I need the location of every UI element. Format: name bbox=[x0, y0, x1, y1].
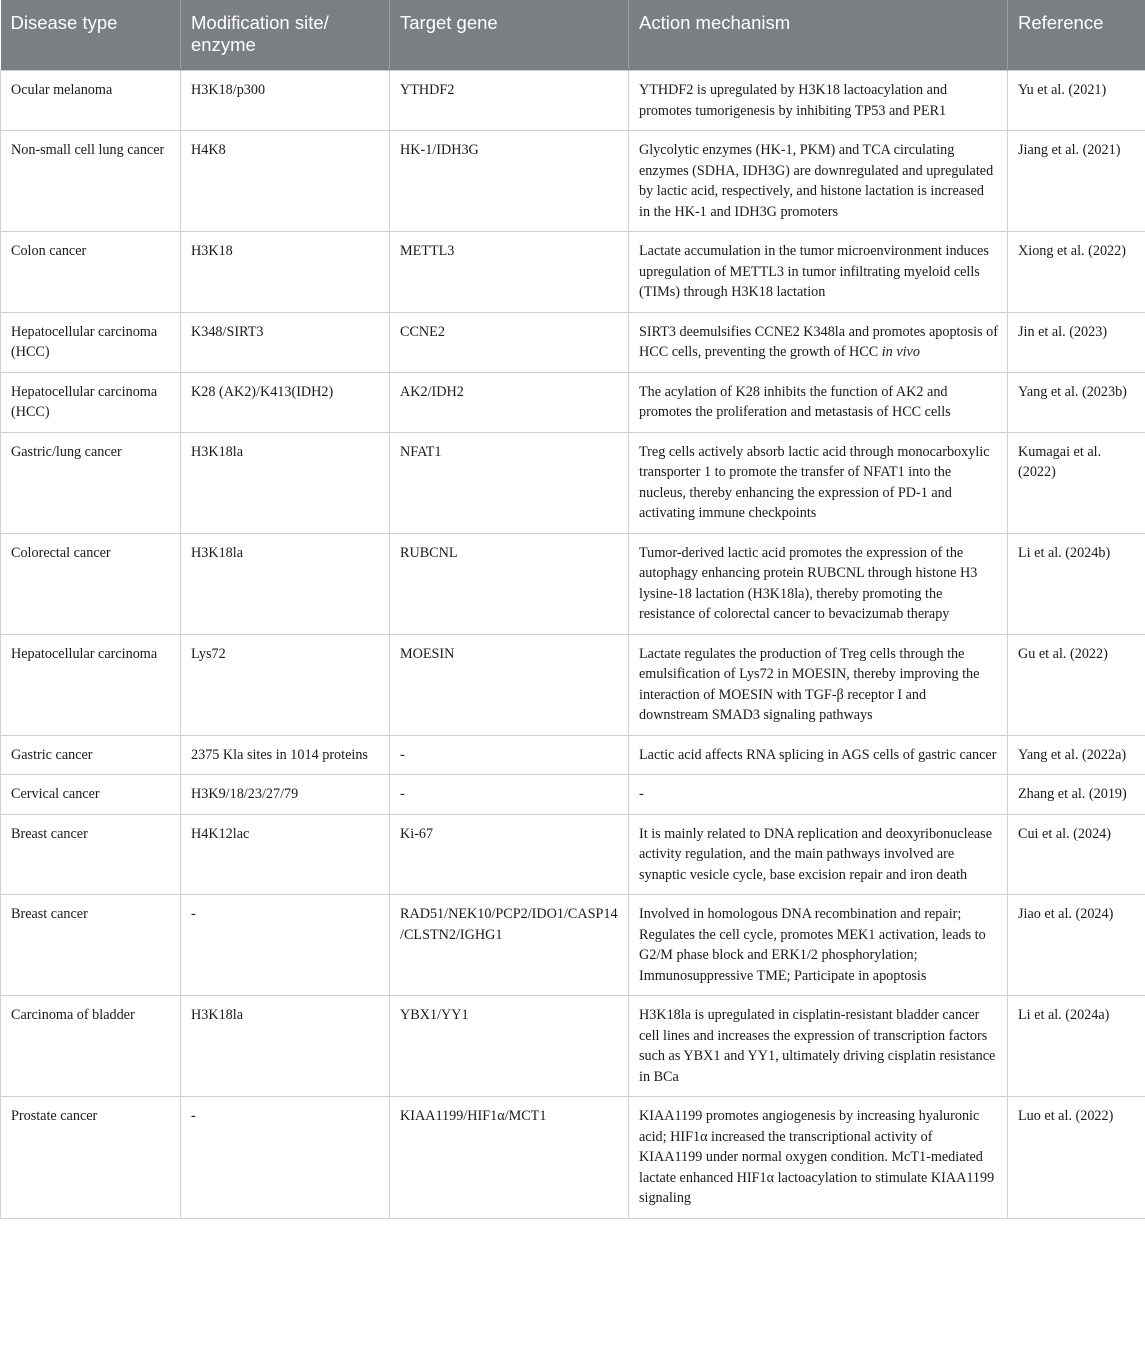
reference-cell bbox=[1008, 1097, 1145, 1219]
cell-text: Lactate regulates the production of Treg cells through the emulsification of Lys72 in MOESIN, thereby improving the interaction of MOESIN with TGF-β receptor I and downstream SMAD3 signaling pathways bbox=[639, 645, 980, 723]
cell-text: Lys72 bbox=[191, 645, 226, 662]
table-row bbox=[1, 131, 1145, 232]
table-header bbox=[1, 0, 1145, 71]
cell-text: YTHDF2 is upregulated by H3K18 lactoacylation and promotes tumorigenesis by inhibiting TP53 and PER1 bbox=[639, 82, 948, 119]
cell-text: Carcinoma of bladder bbox=[11, 1007, 135, 1023]
cell-text: K28 (AK2)/K413(IDH2) bbox=[191, 383, 334, 400]
table-row bbox=[1, 775, 1145, 815]
reference-cell bbox=[1008, 131, 1145, 232]
cell-text: Xiong et al. (2022) bbox=[1018, 243, 1126, 259]
cell-text: Li et al. (2024a) bbox=[1018, 1007, 1110, 1023]
cell-text: H4K12lac bbox=[191, 825, 250, 842]
target-gene-cell bbox=[390, 996, 629, 1097]
cell-text: Hepatocellular carcinoma bbox=[11, 645, 158, 662]
table-row bbox=[1, 634, 1145, 735]
table-row bbox=[1, 735, 1145, 775]
cell-text: H3K9/18/23/27/79 bbox=[191, 786, 299, 802]
cell-text: H3K18 bbox=[191, 243, 233, 259]
cell-text: Jiang et al. (2021) bbox=[1018, 142, 1121, 158]
disease-type-cell bbox=[1, 634, 181, 735]
cell-text: - bbox=[400, 786, 405, 802]
cell-text: Colorectal cancer bbox=[11, 544, 111, 561]
table-row bbox=[1, 814, 1145, 895]
cell-text: KIAA1199/HIF1α/MCT1 bbox=[400, 1108, 547, 1124]
target-gene-cell bbox=[390, 432, 629, 533]
cell-text: Gastric/lung cancer bbox=[11, 443, 122, 460]
cell-text: Li et al. (2024b) bbox=[1018, 544, 1111, 561]
cell-text: Kumagai et al. (2022) bbox=[1018, 443, 1102, 480]
reference-cell bbox=[1008, 533, 1145, 634]
action-mechanism-cell bbox=[629, 775, 1008, 815]
cell-text: 2375 Kla sites in 1014 proteins bbox=[191, 746, 368, 763]
cell-text: It is mainly related to DNA replication and deoxyribonuclease activity regulation, and the main pathways involved are synaptic vesicle cycle, base excision repair and iron death bbox=[639, 825, 993, 883]
cell-text: Lactate accumulation in the tumor microenvironment induces upregulation of METTL3 in tumor infiltrating myeloid cells (TIMs) through H3K18 lactation bbox=[639, 243, 989, 300]
modification-site-cell bbox=[181, 432, 390, 533]
disease-type-cell bbox=[1, 1097, 181, 1219]
table-row bbox=[1, 432, 1145, 533]
italic-term: in vivo bbox=[881, 344, 920, 360]
table-row bbox=[1, 895, 1145, 996]
action-mechanism-cell bbox=[629, 814, 1008, 895]
disease-type-cell bbox=[1, 996, 181, 1097]
cell-text: Zhang et al. (2019) bbox=[1018, 786, 1127, 802]
target-gene-cell bbox=[390, 735, 629, 775]
header-disease-type: Disease type bbox=[1, 0, 181, 71]
target-gene-cell bbox=[390, 372, 629, 432]
header-row bbox=[1, 0, 1145, 71]
disease-type-cell bbox=[1, 232, 181, 313]
target-gene-cell bbox=[390, 131, 629, 232]
cell-text: Colon cancer bbox=[11, 243, 87, 259]
action-mechanism-cell bbox=[629, 312, 1008, 372]
reference-cell bbox=[1008, 775, 1145, 815]
cell-text: CCNE2 bbox=[400, 323, 445, 340]
modification-site-cell bbox=[181, 775, 390, 815]
cell-text: Ki-67 bbox=[400, 825, 434, 842]
action-mechanism-cell bbox=[629, 71, 1008, 131]
cell-text: HK-1/IDH3G bbox=[400, 142, 479, 158]
cell-text: METTL3 bbox=[400, 243, 455, 259]
target-gene-cell bbox=[390, 1097, 629, 1219]
cell-text: H3K18la bbox=[191, 1007, 244, 1023]
modification-site-cell bbox=[181, 131, 390, 232]
modification-site-cell bbox=[181, 312, 390, 372]
table-row bbox=[1, 372, 1145, 432]
modification-site-cell bbox=[181, 634, 390, 735]
cell-text: K348/SIRT3 bbox=[191, 323, 264, 340]
reference-cell bbox=[1008, 814, 1145, 895]
reference-cell bbox=[1008, 232, 1145, 313]
disease-type-cell bbox=[1, 735, 181, 775]
cell-text: RAD51/NEK10/PCP2/IDO1/CASP14/CLSTN2/IGHG1 bbox=[400, 906, 618, 943]
modification-site-cell bbox=[181, 895, 390, 996]
modification-site-cell bbox=[181, 533, 390, 634]
table-row bbox=[1, 312, 1145, 372]
cell-text: Jiao et al. (2024) bbox=[1018, 906, 1114, 922]
cell-text: Tumor-derived lactic acid promotes the expression of the autophagy enhancing protein RUBCNL through histone H3 lysine-18 lactation (H3K18la), thereby promoting the resistance of colorectal cancer to bevacizumab therapy bbox=[639, 544, 978, 622]
cell-text: Gastric cancer bbox=[11, 746, 93, 763]
modification-site-cell bbox=[181, 232, 390, 313]
cell-text: Yu et al. (2021) bbox=[1018, 82, 1107, 98]
reference-cell bbox=[1008, 71, 1145, 131]
cell-text: Prostate cancer bbox=[11, 1108, 98, 1124]
disease-type-cell bbox=[1, 372, 181, 432]
target-gene-cell bbox=[390, 312, 629, 372]
cell-text: Cui et al. (2024) bbox=[1018, 825, 1111, 842]
cell-text: KIAA1199 promotes angiogenesis by increasing hyaluronic acid; HIF1α increased the transcriptional activity of KIAA1199 under normal oxygen condition. McT1-mediated lactate enhanced HIF1α lactoacylation to stimulate KIAA1199 signaling bbox=[639, 1108, 995, 1206]
cell-text: MOESIN bbox=[400, 645, 455, 662]
reference-cell bbox=[1008, 312, 1145, 372]
target-gene-cell bbox=[390, 634, 629, 735]
action-mechanism-cell bbox=[629, 533, 1008, 634]
table-body bbox=[1, 71, 1145, 1219]
cell-text: - bbox=[400, 746, 405, 763]
reference-cell bbox=[1008, 432, 1145, 533]
reference-cell bbox=[1008, 895, 1145, 996]
cell-text: H3K18la bbox=[191, 443, 244, 460]
disease-type-cell bbox=[1, 895, 181, 996]
cell-text: H3K18la is upregulated in cisplatin-resistant bladder cancer cell lines and increases the expression of transcription factors such as YBX1 and YY1, ultimately driving cisplatin resistance in BCa bbox=[639, 1007, 996, 1085]
header-target-gene: Target gene bbox=[390, 0, 629, 71]
modification-site-cell bbox=[181, 735, 390, 775]
header-action-mechanism: Action mechanism bbox=[629, 0, 1008, 71]
cell-text: H3K18/p300 bbox=[191, 82, 266, 98]
target-gene-cell bbox=[390, 71, 629, 131]
disease-type-cell bbox=[1, 775, 181, 815]
cell-text: Yang et al. (2022a) bbox=[1018, 746, 1127, 763]
action-mechanism-cell bbox=[629, 996, 1008, 1097]
disease-type-cell bbox=[1, 814, 181, 895]
cell-text: RUBCNL bbox=[400, 544, 458, 561]
target-gene-cell bbox=[390, 895, 629, 996]
cell-text: H4K8 bbox=[191, 142, 226, 158]
modification-site-cell bbox=[181, 996, 390, 1097]
action-mechanism-cell bbox=[629, 131, 1008, 232]
reference-cell bbox=[1008, 634, 1145, 735]
target-gene-cell bbox=[390, 814, 629, 895]
cell-text: Non-small cell lung cancer bbox=[11, 142, 165, 158]
action-mechanism-cell bbox=[629, 372, 1008, 432]
cell-text: YBX1/YY1 bbox=[400, 1007, 469, 1023]
cell-text: AK2/IDH2 bbox=[400, 383, 464, 400]
action-mechanism-cell bbox=[629, 634, 1008, 735]
cell-text: - bbox=[191, 906, 196, 922]
disease-type-cell bbox=[1, 533, 181, 634]
disease-type-cell bbox=[1, 432, 181, 533]
cell-text: SIRT3 deemulsifies CCNE2 K348la and promotes apoptosis of HCC cells, preventing the growth of HCC bbox=[639, 323, 998, 360]
cell-text: Glycolytic enzymes (HK-1, PKM) and TCA circulating enzymes (SDHA, IDH3G) are downregulated and upregulated by lactic acid, respectively, and histone lactation is increased in the HK-1 and IDH3G promoters bbox=[639, 142, 994, 220]
table-row bbox=[1, 232, 1145, 313]
cell-text: Gu et al. (2022) bbox=[1018, 645, 1108, 662]
action-mechanism-cell bbox=[629, 895, 1008, 996]
cell-text: Jin et al. (2023) bbox=[1018, 323, 1108, 340]
modification-site-cell bbox=[181, 71, 390, 131]
reference-cell bbox=[1008, 735, 1145, 775]
cell-text: Lactic acid affects RNA splicing in AGS cells of gastric cancer bbox=[639, 746, 997, 763]
action-mechanism-cell bbox=[629, 432, 1008, 533]
cell-text: Yang et al. (2023b) bbox=[1018, 383, 1127, 400]
modification-site-cell bbox=[181, 1097, 390, 1219]
table-row bbox=[1, 533, 1145, 634]
target-gene-cell bbox=[390, 232, 629, 313]
modification-site-cell bbox=[181, 814, 390, 895]
modification-site-cell bbox=[181, 372, 390, 432]
cell-text: Luo et al. (2022) bbox=[1018, 1108, 1114, 1124]
cell-text: Breast cancer bbox=[11, 825, 88, 842]
cell-text: - bbox=[639, 786, 644, 802]
target-gene-cell bbox=[390, 533, 629, 634]
action-mechanism-cell bbox=[629, 735, 1008, 775]
action-mechanism-cell bbox=[629, 232, 1008, 313]
cell-text: Involved in homologous DNA recombination and repair; Regulates the cell cycle, promotes MEK1 activation, leads to G2/M phase block and ERK1/2 phosphorylation; Immunosuppressive TME; Participate in apoptosis bbox=[639, 906, 986, 984]
table-row bbox=[1, 996, 1145, 1097]
cell-text: H3K18la bbox=[191, 544, 244, 561]
cell-text: NFAT1 bbox=[400, 443, 442, 460]
cell-text: Hepatocellular carcinoma (HCC) bbox=[11, 323, 158, 360]
action-mechanism-cell bbox=[629, 1097, 1008, 1219]
cell-text: Hepatocellular carcinoma (HCC) bbox=[11, 383, 158, 420]
cell-text: - bbox=[191, 1108, 196, 1124]
reference-cell bbox=[1008, 996, 1145, 1097]
table-row bbox=[1, 71, 1145, 131]
header-reference: Reference bbox=[1008, 0, 1145, 71]
cell-text: Treg cells actively absorb lactic acid through monocarboxylic transporter 1 to promote the transfer of NFAT1 into the nucleus, thereby enhancing the expression of PD-1 and activating immune checkpoints bbox=[639, 443, 990, 521]
reference-cell bbox=[1008, 372, 1145, 432]
table-row bbox=[1, 1097, 1145, 1219]
cell-text: Ocular melanoma bbox=[11, 82, 113, 98]
cell-text: YTHDF2 bbox=[400, 82, 455, 98]
disease-type-cell bbox=[1, 131, 181, 232]
disease-type-cell bbox=[1, 71, 181, 131]
target-gene-cell bbox=[390, 775, 629, 815]
disease-type-cell bbox=[1, 312, 181, 372]
cell-text: Breast cancer bbox=[11, 906, 88, 922]
cell-text: Cervical cancer bbox=[11, 786, 100, 802]
header-modification-site: Modification site/ enzyme bbox=[181, 0, 390, 71]
cell-text: The acylation of K28 inhibits the function of AK2 and promotes the proliferation and metastasis of HCC cells bbox=[639, 383, 951, 420]
